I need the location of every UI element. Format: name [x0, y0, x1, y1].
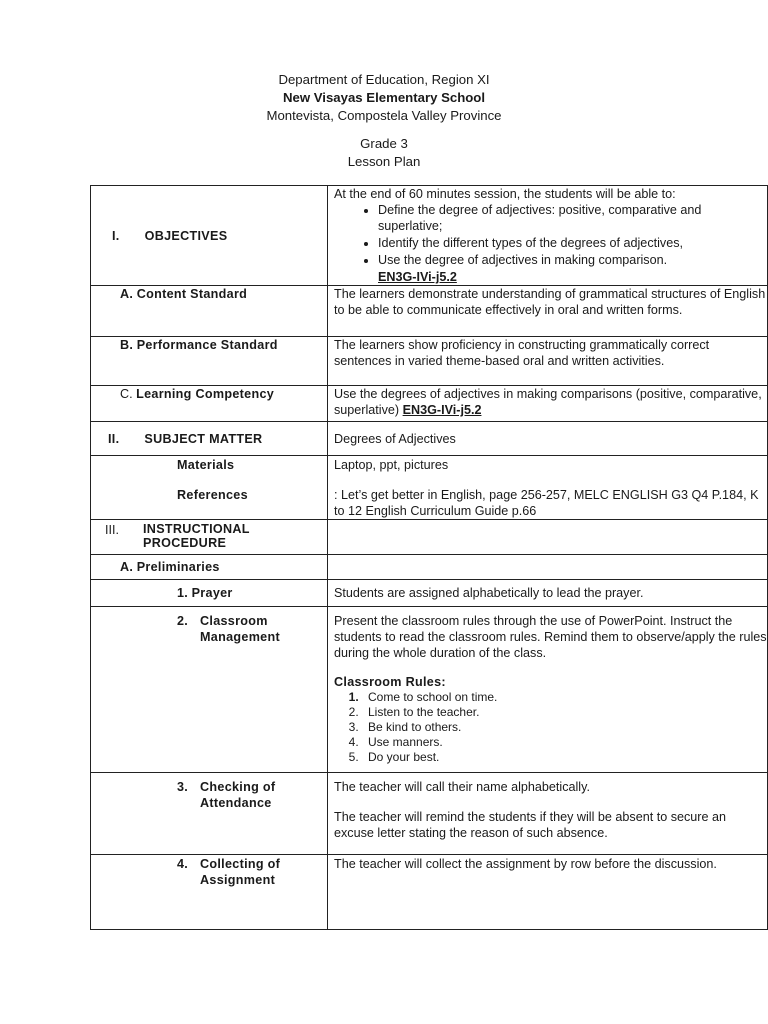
- procedure-label-cell: [91, 520, 328, 555]
- prayer-row: [91, 580, 768, 607]
- school-location: Montevista, Compostela Valley Province: [266, 108, 502, 123]
- preliminaries-label-cell: [91, 555, 328, 580]
- classroom-rule: 3. Be kind to others.: [362, 720, 767, 735]
- materials-value: Laptop, ppt, pictures: [334, 458, 449, 472]
- prayer-num: 1.: [177, 586, 189, 600]
- classroom-num: 2.: [177, 614, 189, 628]
- learning-competency-text: Use the degrees of adjectives in making comparisons (positive, comparative, superlative): [334, 387, 762, 417]
- classroom-rule: 2. Listen to the teacher.: [362, 705, 767, 720]
- assignment-label-line1: Collecting of: [200, 857, 281, 871]
- assignment-content-cell: [328, 855, 768, 930]
- attendance-row: [91, 773, 768, 855]
- subject-matter-label: SUBJECT MATTER: [144, 431, 263, 446]
- materials-references-label-cell: [91, 456, 328, 520]
- classroom-rule: 1. Come to school on time.: [362, 690, 767, 705]
- performance-standard-letter: B.: [120, 338, 134, 352]
- learning-competency-label-cell: [91, 386, 328, 422]
- performance-standard-label-cell: [91, 337, 328, 386]
- classroom-rule: 4. Use manners.: [362, 735, 767, 750]
- preliminaries-label: Preliminaries: [136, 560, 220, 574]
- subject-matter-row: [91, 422, 768, 456]
- attendance-label-line1: Checking of: [200, 780, 276, 794]
- materials-label: Materials: [177, 458, 235, 472]
- assignment-label-line2: Assignment: [200, 873, 276, 887]
- preliminaries-empty-cell: [328, 555, 768, 580]
- assignment-row: [91, 855, 768, 930]
- grade-header: [0, 135, 768, 171]
- classroom-management-label-cell: [91, 607, 328, 773]
- assignment-text: The teacher will collect the assignment by row before the discussion.: [334, 857, 717, 871]
- lesson-plan-table: [90, 185, 768, 930]
- classroom-management-row: [91, 607, 768, 773]
- department-line: Department of Education, Region XI: [278, 72, 490, 87]
- learning-competency-code: EN3G-IVi-j5.2: [402, 403, 482, 417]
- materials-references-content-cell: [328, 456, 768, 520]
- objectives-label: OBJECTIVES: [144, 228, 228, 243]
- references-label: References: [177, 488, 248, 502]
- objectives-numeral: I.: [112, 228, 120, 243]
- content-standard-letter: A.: [120, 287, 134, 301]
- objectives-code: EN3G-IVi-j5.2: [378, 270, 457, 284]
- classroom-label-line1: Classroom: [200, 614, 268, 628]
- objectives-list: [334, 202, 767, 268]
- subject-matter-numeral: II.: [108, 431, 120, 446]
- objectives-row: [91, 186, 768, 286]
- attendance-content-cell: [328, 773, 768, 855]
- procedure-numeral: III.: [105, 523, 119, 537]
- document-type: Lesson Plan: [347, 154, 421, 169]
- references-value: : Let’s get better in English, page 256-257, MELC ENGLISH G3 Q4 P.184, K to 12 English Curriculum Guide p.66: [334, 488, 759, 518]
- subject-matter-label-cell: [91, 422, 328, 456]
- attendance-label-line2: Attendance: [200, 796, 272, 810]
- objectives-label-cell: [91, 186, 328, 286]
- procedure-row: [91, 520, 768, 555]
- procedure-empty-cell: [328, 520, 768, 555]
- assignment-num: 4.: [177, 857, 189, 871]
- attendance-text-1: The teacher will call their name alphabetically.: [334, 780, 590, 794]
- content-standard-row: [91, 286, 768, 337]
- performance-standard-text: The learners show proficiency in constructing grammatically correct sentences in varied theme-based oral and written activities.: [328, 337, 768, 386]
- attendance-num: 3.: [177, 780, 189, 794]
- learning-competency-letter: C.: [120, 387, 133, 401]
- prayer-text: Students are assigned alphabetically to lead the prayer.: [328, 580, 768, 607]
- subject-matter-value: Degrees of Adjectives: [328, 422, 768, 456]
- classroom-management-content-cell: [328, 607, 768, 773]
- attendance-label-cell: [91, 773, 328, 855]
- classroom-rules-title: Classroom Rules:: [334, 675, 446, 689]
- classroom-text: Present the classroom rules through the use of PowerPoint. Instruct the students to read the classroom rules. Remind them to observe/apply the rules during the whole duration of the class.: [334, 614, 767, 660]
- performance-standard-label: Performance Standard: [136, 338, 278, 352]
- procedure-label-line2: PROCEDURE: [143, 536, 227, 550]
- preliminaries-letter: A.: [120, 560, 134, 574]
- prayer-label-cell: [91, 580, 328, 607]
- attendance-text-2: The teacher will remind the students if they will be absent to secure an excuse letter stating the reason of such absence.: [334, 810, 727, 840]
- assignment-label-cell: [91, 855, 328, 930]
- content-standard-label-cell: [91, 286, 328, 337]
- learning-competency-content-cell: [328, 386, 768, 422]
- school-name: New Visayas Elementary School: [282, 90, 486, 105]
- objectives-intro: At the end of 60 minutes session, the students will be able to:: [334, 187, 676, 201]
- content-standard-label: Content Standard: [136, 287, 248, 301]
- classroom-label-line2: Management: [200, 630, 280, 644]
- learning-competency-label: Learning Competency: [136, 387, 275, 401]
- prayer-label: Prayer: [191, 586, 233, 600]
- grade-level: Grade 3: [360, 136, 408, 151]
- document-header: [0, 71, 768, 125]
- preliminaries-row: [91, 555, 768, 580]
- procedure-label-line1: INSTRUCTIONAL: [143, 522, 250, 536]
- classroom-rules-list: [334, 690, 767, 765]
- objective-item: • Identify the different types of the degrees of adjectives,: [378, 235, 767, 251]
- content-standard-text: The learners demonstrate understanding of grammatical structures of English to be able to communicate effectively in oral and written forms.: [328, 286, 768, 337]
- objective-item: • Use the degree of adjectives in making comparison.: [378, 252, 767, 268]
- objectives-content-cell: [328, 186, 768, 286]
- objective-item: • Define the degree of adjectives: positive, comparative and superlative;: [378, 202, 767, 234]
- classroom-rule: 5. Do your best.: [362, 750, 767, 765]
- performance-standard-row: [91, 337, 768, 386]
- learning-competency-row: [91, 386, 768, 422]
- materials-references-row: [91, 456, 768, 520]
